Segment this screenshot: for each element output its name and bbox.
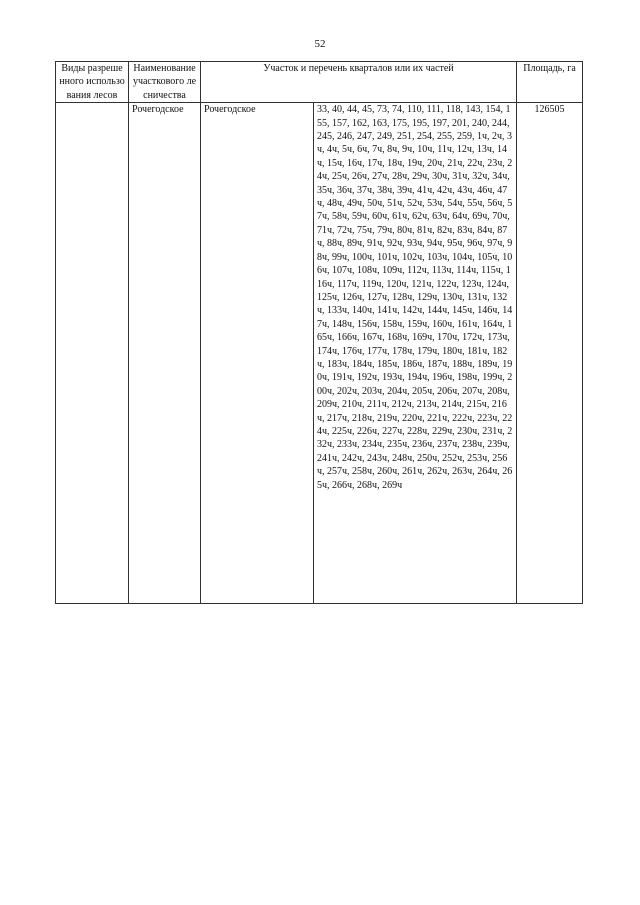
table-row (56, 103, 583, 604)
cell-area-value: 126505 (517, 103, 583, 604)
table-header-row (56, 62, 583, 103)
header-area-ha: Площадь, га (517, 62, 583, 103)
header-forestry-name: Наименование участкового лесничества (129, 62, 201, 103)
header-plot-and-quarters: Участок и перечень кварталов или их частей (201, 62, 517, 103)
cell-plot-name: Рочегодское (201, 103, 314, 604)
forest-quarters-table (55, 61, 583, 604)
cell-quarters-list: 33, 40, 44, 45, 73, 74, 110, 111, 118, 143, 154, 155, 157, 162, 163, 175, 195, 197, 201, 240, 244, 245, 246, 247, 249, 251, 254, 255, 259, 1ч, 2ч, 3ч, 4ч, 5ч, 6ч, 7ч, 8ч, 9ч, 10ч, 11ч, 12ч, 13ч, 14ч, 15ч, 16ч, 17ч, 18ч, 19ч, 20ч, 21ч, 22ч, 23ч, 24ч, 25ч, 26ч, 27ч, 28ч, 29ч, 30ч, 31ч, 32ч, 34ч, 35ч, 36ч, 37ч, 38ч, 39ч, 41ч, 42ч, 43ч, 46ч, 47ч, 48ч, 49ч, 50ч, 51ч, 52ч, 53ч, 54ч, 55ч, 56ч, 57ч, 58ч, 59ч, 60ч, 61ч, 62ч, 63ч, 64ч, 69ч, 70ч, 71ч, 72ч, 75ч, 79ч, 80ч, 81ч, 82ч, 83ч, 84ч, 87ч, 88ч, 89ч, 91ч, 92ч, 93ч, 94ч, 95ч, 96ч, 97ч, 98ч, 99ч, 100ч, 101ч, 102ч, 103ч, 104ч, 105ч, 106ч, 107ч, 108ч, 109ч, 112ч, 113ч, 114ч, 115ч, 116ч, 117ч, 119ч, 120ч, 121ч, 122ч, 123ч, 124ч, 125ч, 126ч, 127ч, 128ч, 129ч, 130ч, 131ч, 132ч, 133ч, 140ч, 141ч, 142ч, 144ч, 145ч, 146ч, 147ч, 148ч, 156ч, 158ч, 159ч, 160ч, 161ч, 164ч, 165ч, 166ч, 167ч, 168ч, 169ч, 170ч, 172ч, 173ч, 174ч, 176ч, 177ч, 178ч, 179ч, 180ч, 181ч, 182ч, 183ч, 184ч, 185ч, 186ч, 187ч, 188ч, 189ч, 190ч, 191ч, 192ч, 193ч, 194ч, 196ч, 198ч, 199ч, 200ч, 202ч, 203ч, 204ч, 205ч, 206ч, 207ч, 208ч, 209ч, 210ч, 211ч, 212ч, 213ч, 214ч, 215ч, 216ч, 217ч, 218ч, 219ч, 220ч, 221ч, 222ч, 223ч, 224ч, 225ч, 226ч, 227ч, 228ч, 229ч, 230ч, 231ч, 232ч, 233ч, 234ч, 235ч, 236ч, 237ч, 238ч, 239ч, 241ч, 242ч, 243ч, 248ч, 250ч, 252ч, 253ч, 256ч, 257ч, 258ч, 260ч, 261ч, 262ч, 263ч, 264ч, 265ч, 266ч, 268ч, 269ч (314, 103, 517, 604)
header-forest-use-type: Виды разрешенного использования лесов (56, 62, 129, 103)
cell-forest-use-type (56, 103, 129, 604)
cell-forestry-name: Рочегодское (129, 103, 201, 604)
page-number: 52 (314, 38, 326, 50)
